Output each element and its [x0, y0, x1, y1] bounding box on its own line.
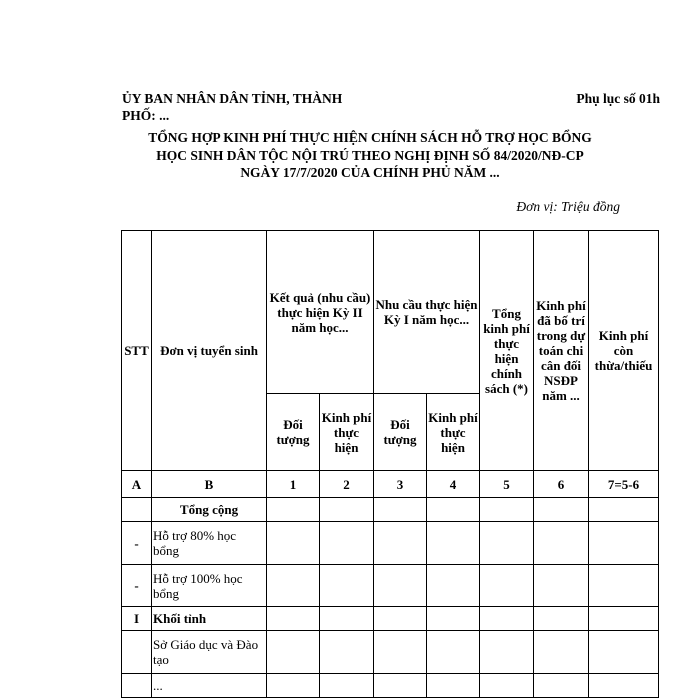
index-cell: 4 — [427, 471, 480, 498]
table-row — [122, 631, 659, 674]
header-stt: STT — [122, 231, 152, 471]
title-line3: NGÀY 17/7/2020 CỦA CHÍNH PHỦ NĂM ... — [240, 165, 500, 180]
row-stt: - — [122, 522, 152, 565]
row-name: Khối tỉnh — [152, 607, 267, 631]
header-ky2: Kết quả (nhu cầu) thực hiện Kỳ II năm học... — [267, 231, 374, 394]
row-name: Hỗ trợ 80% học bổng — [152, 522, 267, 565]
row-stt — [122, 631, 152, 674]
index-cell: 6 — [534, 471, 589, 498]
issuing-authority — [122, 90, 422, 124]
index-cell: 2 — [320, 471, 374, 498]
index-cell: 5 — [480, 471, 534, 498]
row-name: Tổng cộng — [152, 498, 267, 522]
row-stt: - — [122, 565, 152, 607]
index-cell: 3 — [374, 471, 427, 498]
row-name: Sở Giáo dục và Đào tạo — [152, 631, 267, 674]
header-ky1-funding: Kinh phí thực hiện — [427, 394, 480, 471]
header-ky2-funding: Kinh phí thực hiện — [320, 394, 374, 471]
funding-table — [121, 230, 659, 698]
header-total: Tổng kinh phí thực hiện chính sách (*) — [480, 231, 534, 471]
row-stt — [122, 674, 152, 698]
header-ky1: Nhu cầu thực hiện Kỳ I năm học... — [374, 231, 480, 394]
issuing-authority-line2: PHỐ: ... — [122, 108, 170, 123]
table-row — [122, 565, 659, 607]
currency-unit: Đơn vị: Triệu đồng — [516, 199, 620, 214]
header-allocated: Kinh phí đã bố trí trong dự toán chi cân đối NSĐP năm ... — [534, 231, 589, 471]
document-title — [90, 129, 650, 182]
index-cell: 1 — [267, 471, 320, 498]
index-row — [122, 471, 659, 498]
header-ky1-subjects: Đối tượng — [374, 394, 427, 471]
index-cell: A — [122, 471, 152, 498]
issuing-authority-line1: ỦY BAN NHÂN DÂN TỈNH, THÀNH — [122, 91, 343, 106]
row-name: Hỗ trợ 100% học bổng — [152, 565, 267, 607]
header-ky2-subjects: Đối tượng — [267, 394, 320, 471]
title-line2: HỌC SINH DÂN TỘC NỘI TRÚ THEO NGHỊ ĐỊNH SỐ 84/2020/NĐ-CP — [156, 147, 584, 163]
table-row — [122, 674, 659, 698]
title-line1: TỔNG HỢP KINH PHÍ THỰC HIỆN CHÍNH SÁCH HỖ TRỢ HỌC BỔNG — [148, 130, 592, 145]
table-row — [122, 498, 659, 522]
table-row — [122, 607, 659, 631]
index-cell: B — [152, 471, 267, 498]
header-remaining: Kinh phí còn thừa/thiếu — [589, 231, 659, 471]
index-cell: 7=5-6 — [589, 471, 659, 498]
row-name: ... — [152, 674, 267, 698]
row-stt: I — [122, 607, 152, 631]
row-stt — [122, 498, 152, 522]
table-row — [122, 522, 659, 565]
appendix-number: Phụ lục số 01h — [576, 91, 660, 106]
header-unit: Đơn vị tuyển sinh — [152, 231, 267, 471]
